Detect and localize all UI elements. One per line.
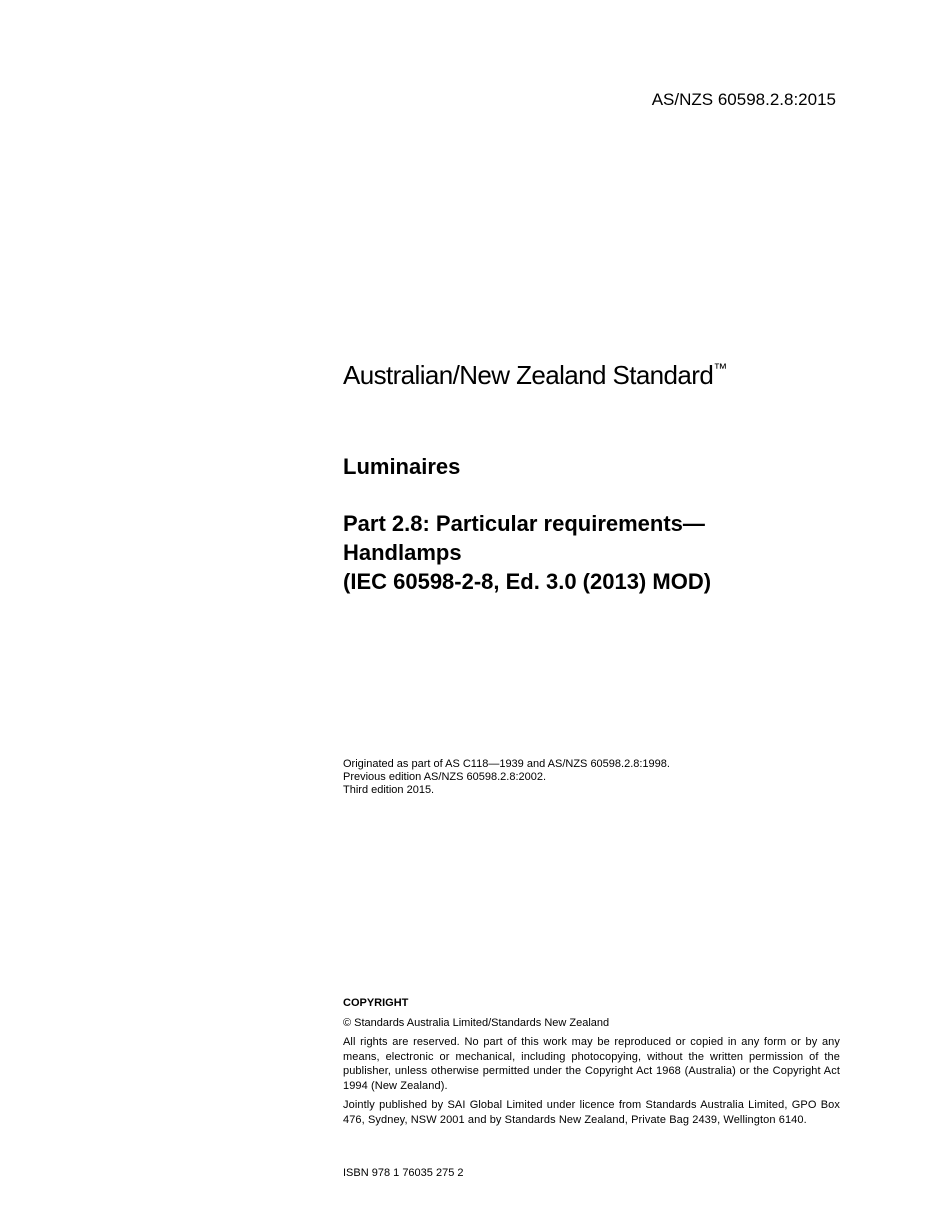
copyright-owner: © Standards Australia Limited/Standards New Zealand	[343, 1016, 610, 1029]
publisher-statement: Jointly published by SAI Global Limited under licence from Standards Australia Limited, GPO Box 476, Sydney, NSW 2001 and by Standards New Zealand, Private Bag 2439, Wellington 6140.	[343, 1099, 840, 1126]
standard-title	[343, 360, 727, 391]
history-line: Originated as part of AS C118—1939 and AS/NZS 60598.2.8:1998.	[343, 758, 670, 770]
part-title-line: Handlamps	[343, 540, 462, 565]
copyright-heading: COPYRIGHT	[343, 997, 409, 1009]
history-line: Third edition 2015.	[343, 784, 435, 796]
standard-title-text: Australian/New Zealand Standard	[343, 360, 714, 390]
isbn: ISBN 978 1 76035 275 2	[343, 1167, 464, 1179]
rights-statement: All rights are reserved. No part of this work may be reproduced or copied in any form or by any means, electronic or mechanical, including photocopying, without the written permission of the publisher, unless otherwise permitted under the Copyright Act 1968 (Australia) or the Copyright Act 1994 (New Zealand).	[343, 1036, 840, 1092]
document-number: AS/NZS 60598.2.8:2015	[651, 90, 836, 109]
trademark-symbol: ™	[713, 360, 728, 376]
copyright-section	[343, 996, 840, 1132]
history-line: Previous edition AS/NZS 60598.2.8:2002.	[343, 771, 547, 783]
subject-title: Luminaires	[343, 454, 461, 479]
part-title	[343, 509, 711, 596]
edition-history	[343, 758, 670, 797]
part-title-line: (IEC 60598-2-8, Ed. 3.0 (2013) MOD)	[343, 569, 712, 594]
part-title-line: Part 2.8: Particular requirements—	[343, 511, 705, 536]
